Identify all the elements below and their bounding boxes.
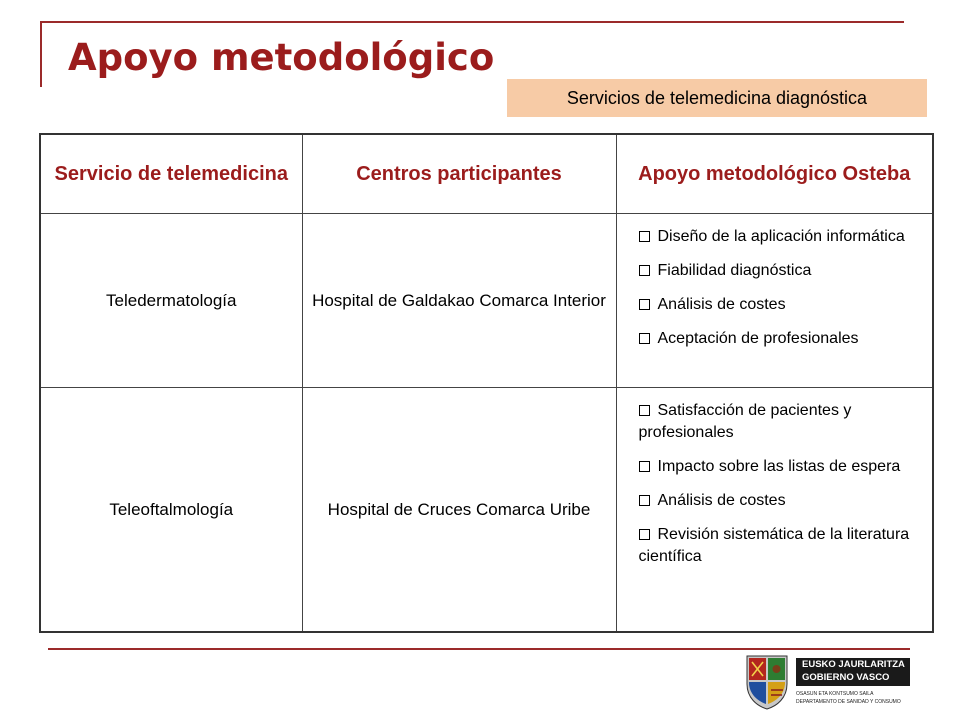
header-service: Servicio de telemedicina [40, 134, 302, 214]
subtitle: Servicios de telemedicina diagnóstica [566, 87, 868, 108]
list-item: Diseño de la aplicación informática [639, 226, 925, 248]
table-header-row [40, 134, 933, 214]
bottom-rule [48, 648, 910, 650]
checkbox-bullet-icon [639, 461, 650, 472]
coat-of-arms-icon [744, 654, 790, 710]
services-table [39, 133, 934, 633]
list-item: Impacto sobre las listas de espera [639, 456, 925, 478]
checkbox-bullet-icon [639, 299, 650, 310]
centers-cell: Hospital de Galdakao Comarca Interior [302, 214, 616, 388]
header-support: Apoyo metodológico Osteba [616, 134, 933, 214]
checkbox-bullet-icon [639, 231, 650, 242]
service-cell: Teledermatología [40, 214, 302, 388]
government-name-eu: EUSKO JAURLARITZA [802, 659, 905, 670]
support-list [639, 400, 925, 568]
list-item: Fiabilidad diagnóstica [639, 260, 925, 282]
support-cell [616, 388, 933, 632]
page-title: Apoyo metodológico [68, 36, 495, 79]
centers-cell: Hospital de Cruces Comarca Uribe [302, 388, 616, 632]
list-item: Satisfacción de pacientes y profesionales [638, 402, 852, 442]
department-name [796, 690, 901, 706]
support-cell [616, 214, 933, 388]
checkbox-bullet-icon [639, 495, 650, 506]
top-rule [42, 21, 904, 23]
service-cell: Teleoftalmología [40, 388, 302, 632]
subtitle-box [507, 79, 927, 117]
checkbox-bullet-icon [639, 333, 650, 344]
list-item: Análisis de costes [639, 490, 925, 512]
table-row [40, 214, 933, 388]
checkbox-bullet-icon [639, 529, 650, 540]
list-item: Aceptación de profesionales [639, 328, 925, 350]
checkbox-bullet-icon [639, 265, 650, 276]
table-row [40, 388, 933, 632]
support-list [639, 226, 925, 350]
government-logo [744, 652, 914, 714]
list-item: Análisis de costes [639, 294, 925, 316]
list-item: Revisión sistemática de la literatura científica [638, 526, 910, 566]
department-name-eu: OSASUN ETA KONTSUMO SAILA [796, 691, 874, 697]
checkbox-bullet-icon [639, 405, 650, 416]
department-name-es: DEPARTAMENTO DE SANIDAD Y CONSUMO [796, 699, 901, 705]
government-name-box [796, 658, 910, 686]
government-name-es: GOBIERNO VASCO [802, 672, 890, 683]
left-rule [40, 21, 42, 87]
header-centers: Centros participantes [302, 134, 616, 214]
